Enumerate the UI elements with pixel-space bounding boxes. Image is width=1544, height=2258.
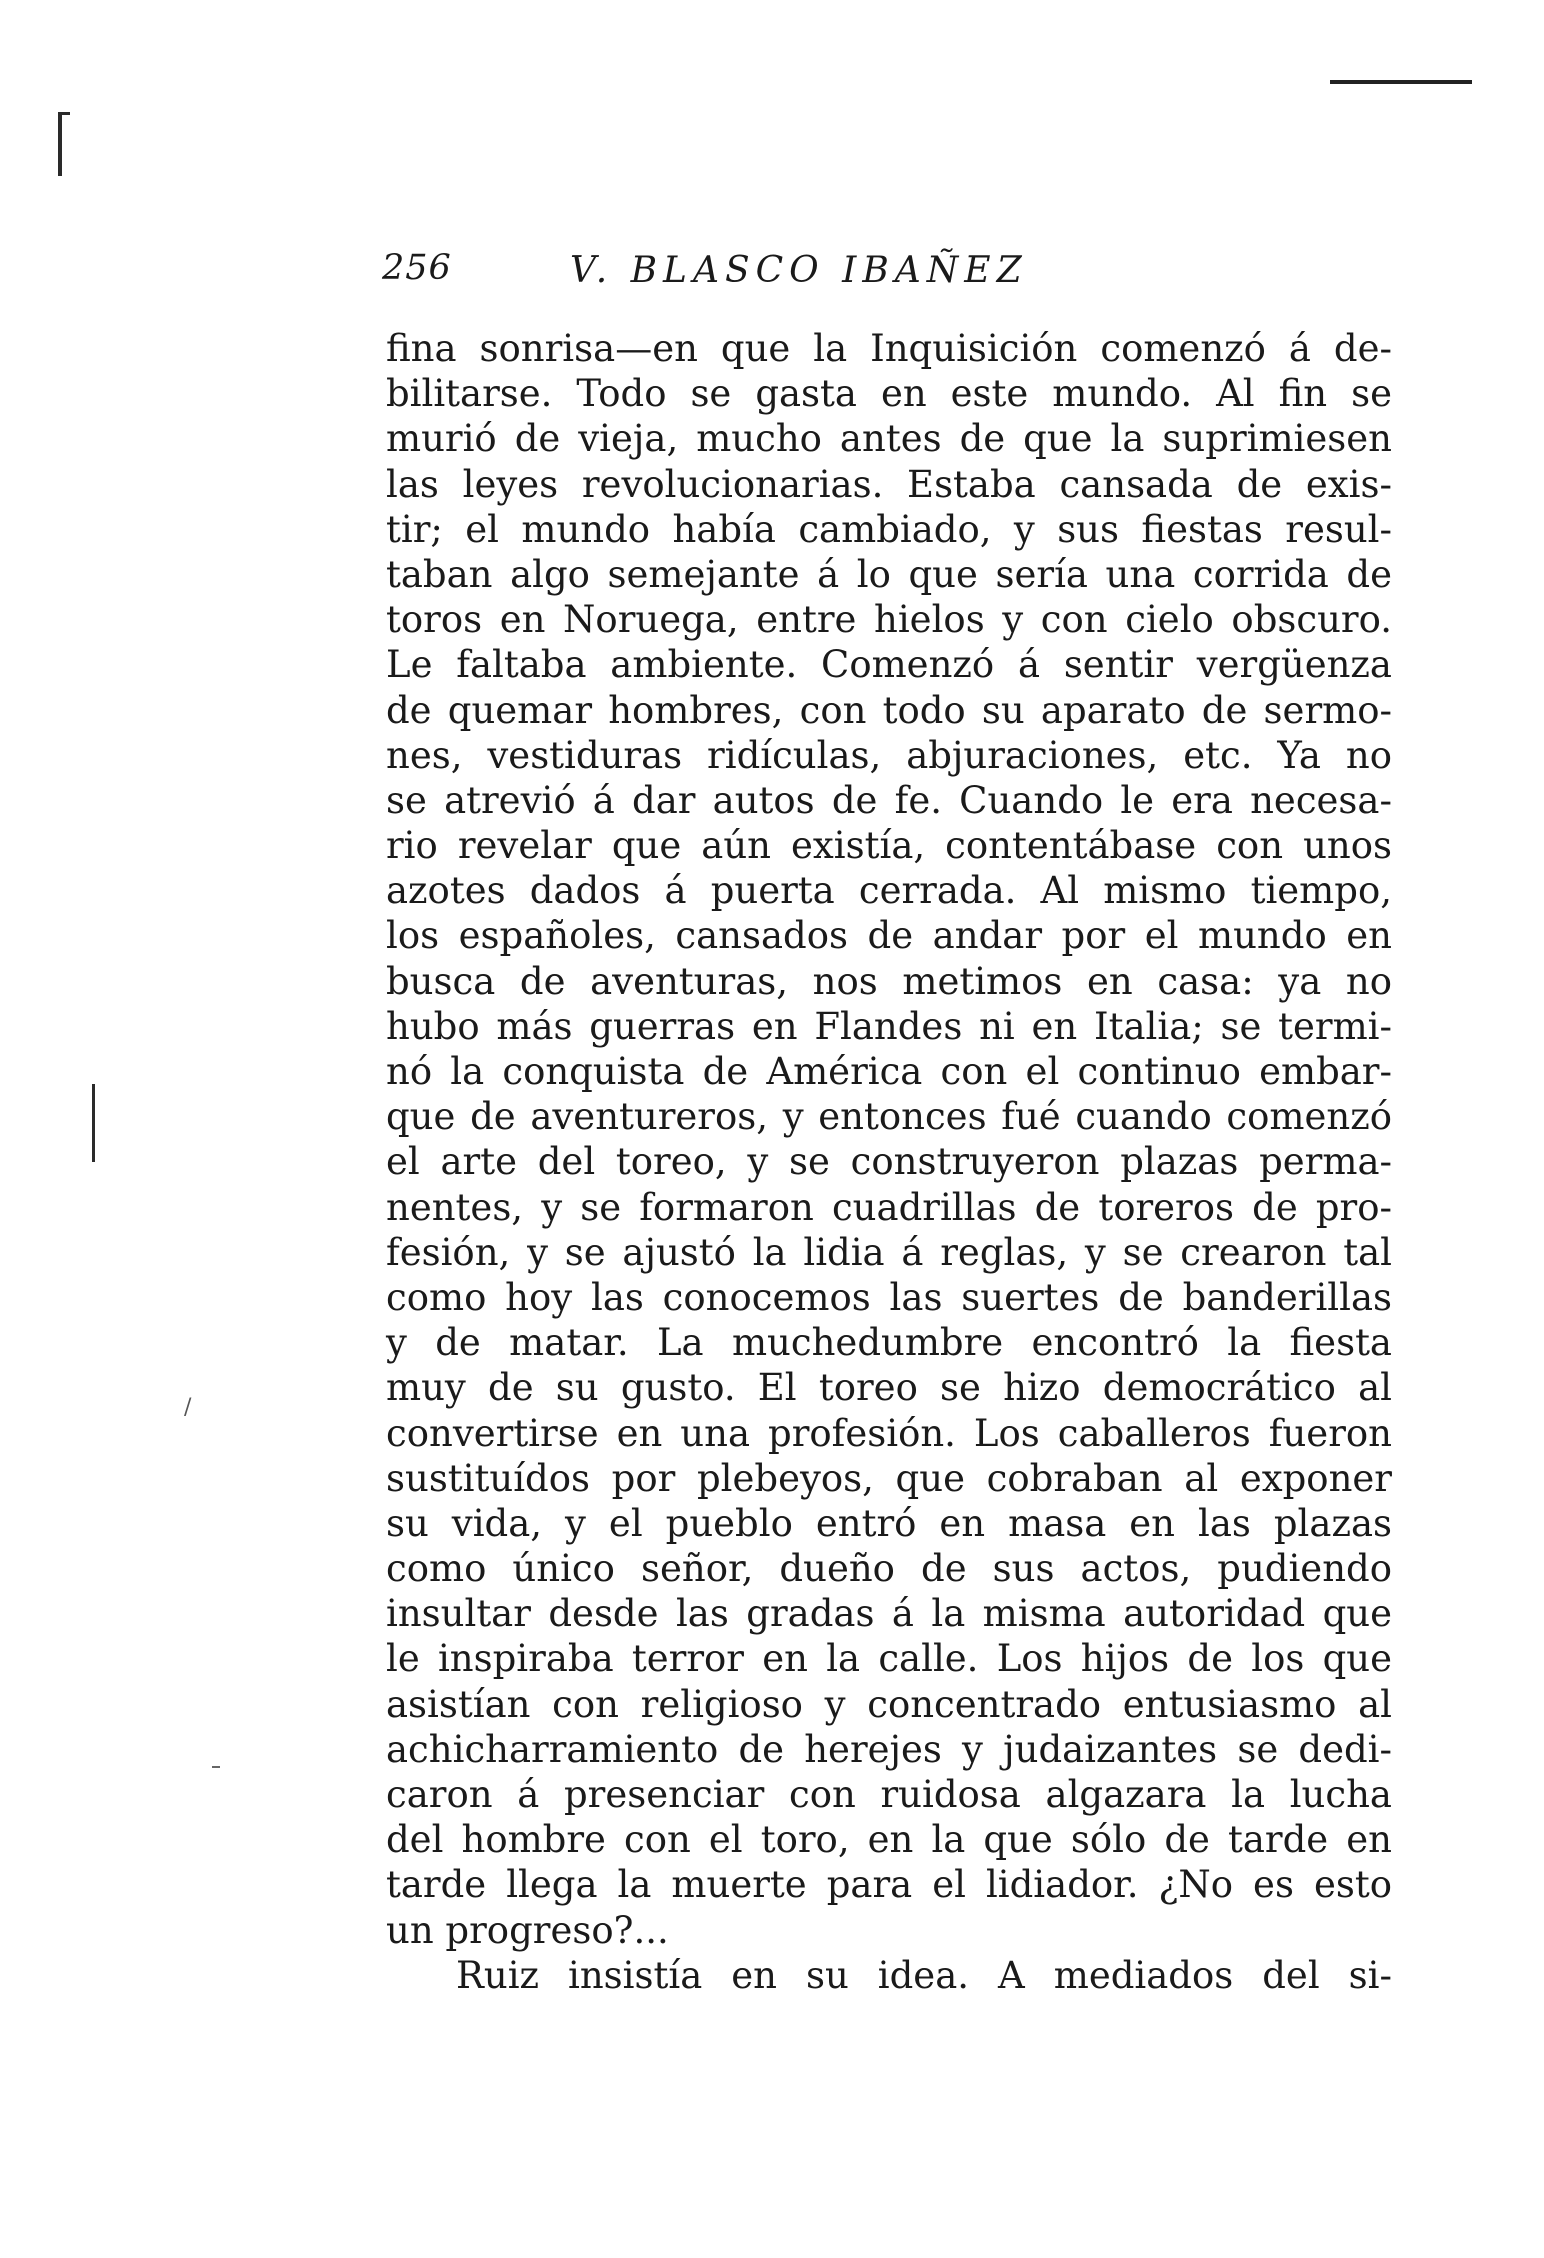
text-line: muy de su gusto. El toreo se hizo democrático al — [386, 1366, 1392, 1410]
page-header — [382, 248, 1392, 298]
text-line: las leyes revolucionarias. Estaba cansada de exis- — [386, 462, 1392, 506]
text-line: achicharramiento de herejes y judaizantes se dedi- — [386, 1727, 1392, 1771]
text-line: del hombre con el toro, en la que sólo de tarde en — [386, 1818, 1392, 1862]
text-line: y de matar. La muchedumbre encontró la fiesta — [386, 1321, 1392, 1365]
scan-mark-left-line — [92, 1084, 95, 1162]
text-line: taban algo semejante á lo que sería una corrida de — [386, 552, 1392, 596]
scan-mark-left-bracket — [58, 112, 62, 176]
paragraph-start-line: Ruiz insistía en su idea. A mediados del si- — [456, 1953, 1392, 1997]
text-line: insultar desde las gradas á la misma autoridad que — [386, 1592, 1392, 1636]
text-line: rio revelar que aún existía, contentábase con unos — [386, 824, 1392, 868]
scan-mark-top-rule — [1330, 80, 1472, 84]
text-line: se atrevió á dar autos de fe. Cuando le era necesa- — [386, 778, 1392, 822]
text-line: que de aventureros, y entonces fué cuando comenzó — [386, 1095, 1392, 1139]
text-line: hubo más guerras en Flandes ni en Italia; se termi- — [386, 1004, 1392, 1048]
text-line: nó la conquista de América con el continuo embar- — [386, 1050, 1392, 1093]
body-text — [386, 326, 1392, 1998]
text-line: sustituídos por plebeyos, que cobraban al exponer — [386, 1456, 1392, 1500]
text-line: convertirse en una profesión. Los caballeros fueron — [386, 1411, 1392, 1455]
text-line: tir; el mundo había cambiado, y sus fiestas resul- — [386, 507, 1392, 551]
running-head: V. BLASCO IBAÑEZ — [570, 250, 1028, 291]
text-line: de quemar hombres, con todo su aparato de sermo- — [386, 688, 1392, 732]
text-line: murió de vieja, mucho antes de que la suprimiesen — [386, 417, 1392, 461]
paragraph-end-line: un progreso?... — [386, 1908, 669, 1952]
text-line: bilitarse. Todo se gasta en este mundo. Al fin se — [386, 372, 1392, 416]
page-number: 256 — [382, 248, 452, 288]
scan-mark-slash: / — [184, 1395, 192, 1420]
text-line: como único señor, dueño de sus actos, pudiendo — [386, 1547, 1392, 1591]
text-line: el arte del toreo, y se construyeron plazas perma- — [386, 1140, 1392, 1184]
text-line: su vida, y el pueblo entró en masa en las plazas — [386, 1501, 1392, 1545]
text-line: fina sonrisa—en que la Inquisición comenzó á de- — [386, 327, 1392, 370]
text-line: toros en Noruega, entre hielos y con cielo obscuro. — [386, 598, 1392, 642]
scan-mark-left-bracket-cap — [58, 112, 70, 115]
text-line: los españoles, cansados de andar por el mundo en — [386, 914, 1392, 958]
text-line: fesión, y se ajustó la lidia á reglas, y se crearon tal — [386, 1230, 1392, 1274]
text-line: le inspiraba terror en la calle. Los hijos de los que — [386, 1637, 1392, 1681]
text-line: caron á presenciar con ruidosa algazara la lucha — [386, 1773, 1392, 1816]
text-line: nentes, y se formaron cuadrillas de toreros de pro- — [386, 1185, 1392, 1229]
text-line: tarde llega la muerte para el lidiador. ¿No es esto — [386, 1863, 1392, 1907]
text-line: azotes dados á puerta cerrada. Al mismo tiempo, — [386, 869, 1392, 913]
text-line: busca de aventuras, nos metimos en casa: ya no — [386, 959, 1392, 1003]
scan-mark-dash — [212, 1766, 220, 1768]
text-line: Le faltaba ambiente. Comenzó á sentir vergüenza — [386, 643, 1392, 687]
text-line: como hoy las conocemos las suertes de banderillas — [386, 1275, 1392, 1319]
text-line: nes, vestiduras ridículas, abjuraciones, etc. Ya no — [386, 733, 1392, 777]
text-line: asistían con religioso y concentrado entusiasmo al — [386, 1682, 1392, 1726]
